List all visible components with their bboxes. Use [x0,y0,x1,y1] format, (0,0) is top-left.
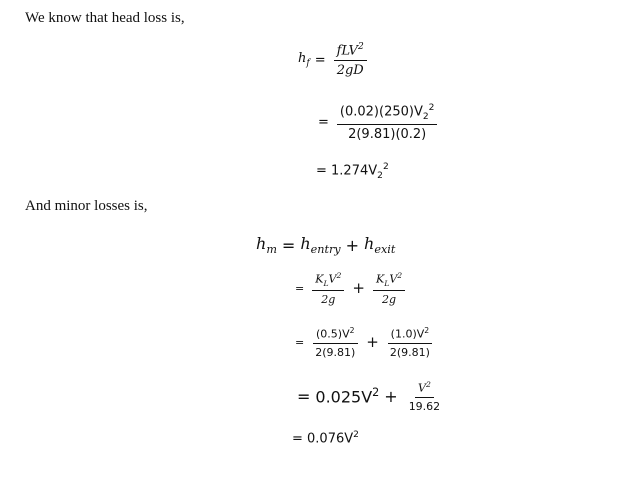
fraction-numerator: $(0.02)(250)V_2^2$ [337,103,438,125]
fraction-numerator: $K_LV^2$ [373,271,405,291]
minor-losses-text: And minor losses is, [25,198,148,214]
head-loss-result-value: = $1.274V_2^2$ [316,162,389,181]
minor-loss-eq-4 [292,380,446,413]
equals-sign: = [281,235,296,255]
fraction-denominator: 2g [321,292,336,306]
intro-text: We know that head loss is, [25,10,185,26]
fraction-denominator: 19.62 [408,399,441,413]
plus-sign: + [352,279,365,298]
fraction-numerator: $K_LV^2$ [312,271,344,291]
plus-sign: + [366,333,379,352]
head-loss-result [316,162,389,181]
fraction-numerator: $(0.5)V^2$ [313,326,358,344]
minor-loss-result-value: = $0.076V^2$ [292,430,359,447]
minor-loss-eq-3 [290,326,436,359]
fraction-denominator: 2(9.81)(0.2) [348,126,427,142]
head-loss-eq-1 [298,42,370,78]
plus-sign: + [345,235,360,255]
exit-loss-term: $h_{exit}$ [364,234,396,257]
fraction-denominator: 2(9.81) [389,345,430,359]
minor-loss-eq-1 [256,234,395,256]
minor-loss-eq-2 [290,271,408,306]
equals-sign: = [295,281,305,295]
head-loss-eq-2 [313,103,440,142]
equals-sign: = [314,52,326,68]
exit-substituted-fraction [387,326,433,359]
head-loss-substituted-fraction [337,103,438,142]
minor-loss-coefficient-term: $0.025V^2$ [315,386,380,407]
head-loss-lhs: $h_f$ [298,51,310,69]
head-loss-fraction [334,42,367,78]
fraction-denominator: 2gD [336,63,364,79]
equals-sign: = [295,335,305,349]
equals-sign: = [297,386,311,406]
equals-sign: = [318,114,329,130]
fraction-numerator: $(1.0)V^2$ [388,326,433,344]
entry-substituted-fraction [312,326,358,359]
fraction-denominator: 2g [382,292,397,306]
minor-loss-velocity-fraction [406,380,444,413]
fraction-denominator: 2(9.81) [315,345,356,359]
plus-sign: + [384,386,398,406]
minor-loss-lhs: $h_m$ [256,234,277,257]
entry-loss-term: $h_{entry}$ [300,234,341,257]
entry-fraction [312,271,344,306]
exit-fraction [373,271,405,306]
fraction-numerator: fLV$^2$ [334,42,367,61]
minor-loss-result [292,430,359,446]
fraction-numerator: $V^2$ [415,380,434,398]
